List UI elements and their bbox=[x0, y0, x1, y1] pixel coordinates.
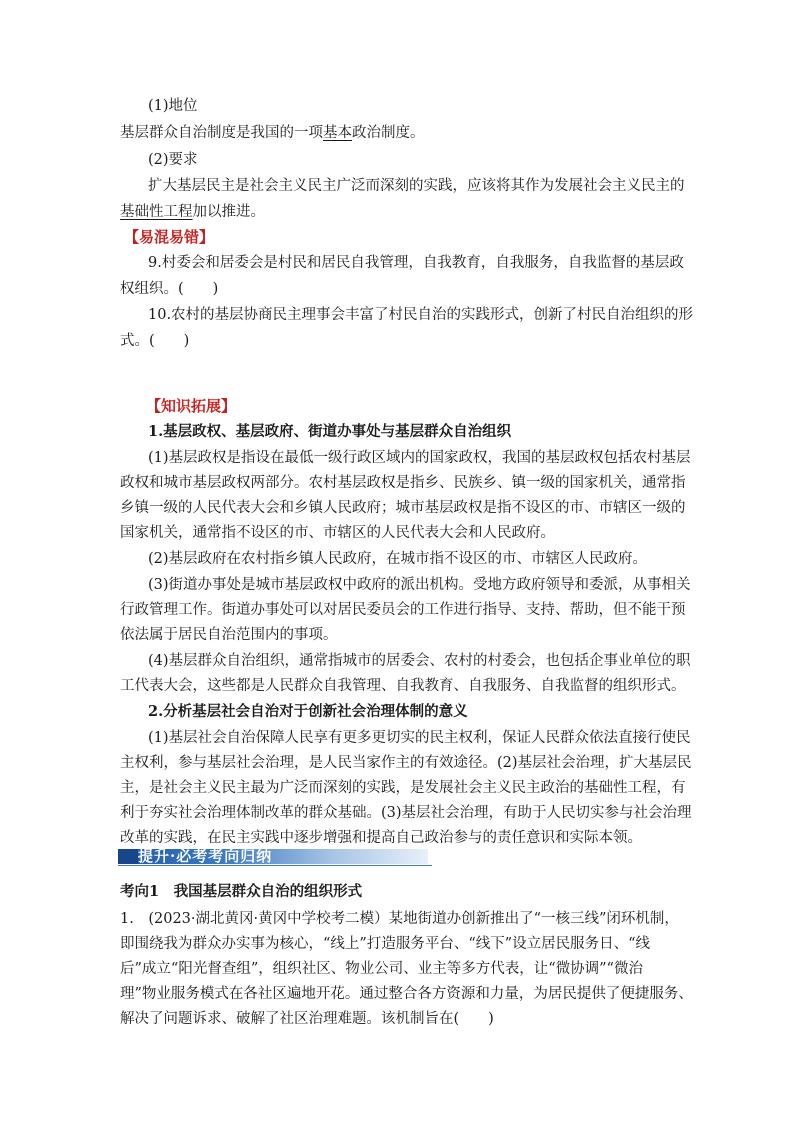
question-1-line: 后”成立“阳光督查组”，组织社区、物业公司、业主等多方代表，让“微协调”“微治 bbox=[120, 961, 643, 977]
question-10-line2: 式。( ) bbox=[120, 333, 190, 349]
extension-heading: 【知识拓展】 bbox=[146, 397, 237, 415]
item-requirement-label: (2)要求 bbox=[148, 152, 198, 168]
extension-subtitle-1: 1.基层政权、基层政府、街道办事处与基层群众自治组织 bbox=[148, 423, 512, 440]
underlined-answer: 基本 bbox=[323, 125, 352, 141]
paragraph-line: 行政管理工作。街道办事处可以对居民委员会的工作进行指导、支持、帮助，但不能干预 bbox=[120, 602, 686, 618]
extension-subtitle-2: 2.分析基层社会自治对于创新社会治理体制的意义 bbox=[148, 703, 468, 720]
paragraph-line: 国家机关，通常指不设区的市、市辖区的人民代表大会和人民政府。 bbox=[120, 525, 555, 541]
question-1-line: 即围绕我为群众办实事为核心，“线上”打造服务平台、“线下”设立居民服务日、“线 bbox=[120, 936, 651, 952]
paragraph-line: (2)基层政府在农村指乡镇人民政府，在城市指不设区的市、市辖区人民政府。 bbox=[148, 551, 648, 567]
item-position-text bbox=[120, 123, 425, 143]
section-banner bbox=[118, 847, 430, 865]
item-requirement-line1: 扩大基层民主是社会主义民主广泛而深刻的实践，应该将其作为发展社会主义民主的 bbox=[148, 178, 685, 194]
banner-underline bbox=[118, 865, 432, 866]
paragraph-line: (1)基层社会自治保障人民享有更多更切实的民主权利，保证人民群众依法直接行使民 bbox=[148, 730, 691, 746]
paragraph-line: 政权和城市基层政权两部分。农村基层政权是指乡、民族乡、镇一级的国家机关，通常指 bbox=[120, 475, 686, 491]
banner-title: 提升·必考考向归纳 bbox=[138, 847, 273, 865]
question-9-line2: 权组织。( ) bbox=[120, 281, 219, 297]
question-1-line: 理”物业服务模式在各社区遍地开花。通过整合各方资源和力量，为居民提供了便捷服务、 bbox=[120, 986, 693, 1002]
underlined-answer: 基础性工程 bbox=[120, 204, 193, 220]
confusion-heading: 【易混易错】 bbox=[124, 228, 215, 246]
paragraph-line: 利于夯实社会治理体制改革的群众基础。(3)基层社会治理，有助于人民切实参与社会治理 bbox=[120, 805, 692, 821]
item-requirement-line2 bbox=[120, 202, 265, 222]
question-10-line1: 10.农村的基层协商民主理事会丰富了村民自治的实践形式，创新了村民自治组织的形 bbox=[148, 307, 694, 323]
paragraph-line: 依法属于居民自治范围内的事项。 bbox=[120, 627, 338, 643]
paragraph-line: (4)基层群众自治组织，通常指城市的居委会、农村的村委会，也包括企事业单位的职 bbox=[148, 653, 691, 669]
text-segment: 加以推进。 bbox=[192, 204, 265, 220]
text-segment: 基层群众自治制度是我国的一项 bbox=[120, 125, 323, 141]
topic-1-title: 考向1 我国基层群众自治的组织形式 bbox=[120, 883, 363, 900]
paragraph-line: (1)基层政权是指设在最低一级行政区域内的国家政权，我国的基层政权包括农村基层 bbox=[148, 450, 691, 466]
paragraph-line: 主，是社会主义民主最为广泛而深刻的实践，是发展社会主义民主政治的基础性工程，有 bbox=[120, 780, 686, 796]
paragraph-line: (3)街道办事处是城市基层政权中政府的派出机构。受地方政府领导和委派，从事相关 bbox=[148, 577, 691, 593]
question-1-line: 解决了问题诉求、破解了社区治理难题。该机制旨在( ) bbox=[120, 1011, 494, 1027]
question-9-line1: 9.村委会和居委会是村民和居民自我管理，自我教育，自我服务，自我监督的基层政 bbox=[148, 255, 684, 271]
item-position-label: (1)地位 bbox=[148, 98, 198, 114]
paragraph-line: 工代表大会，这些都是人民群众自我管理、自我教育、自我服务、自我监督的组织形式。 bbox=[120, 678, 686, 694]
paragraph-line: 乡镇一级的人民代表大会和乡镇人民政府；城市基层政权是指不设区的市、市辖区一级的 bbox=[120, 500, 686, 516]
paragraph-line: 改革的实践，在民主实践中逐步增强和提高自己政治参与的责任意识和实际本领。 bbox=[120, 830, 642, 846]
question-1-line: 1. (2023·湖北黄冈·黄冈中学校考二模）某地街道办创新推出了“一核三线”闭环机制， bbox=[120, 911, 679, 927]
paragraph-line: 主权利，参与基层社会治理，是人民当家作主的有效途径。(2)基层社会治理，扩大基层民 bbox=[120, 755, 692, 771]
banner-accent bbox=[118, 849, 138, 864]
text-segment: 政治制度。 bbox=[352, 125, 425, 141]
